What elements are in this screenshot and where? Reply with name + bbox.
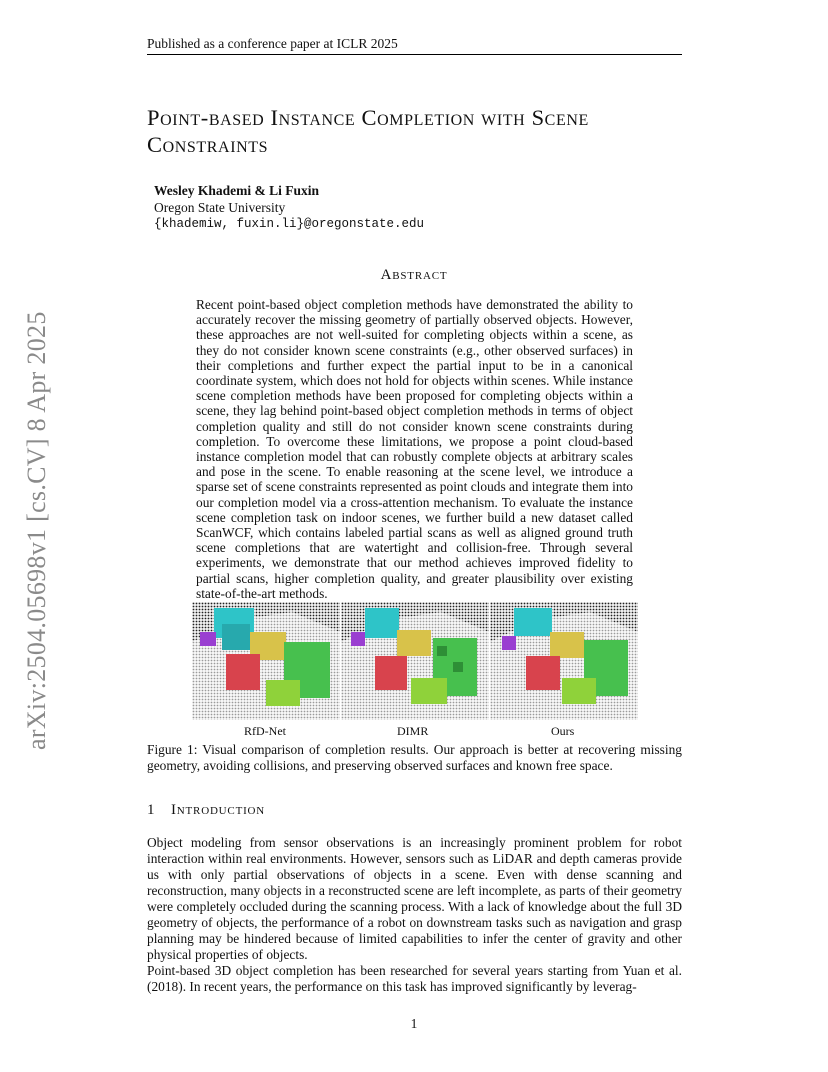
section-heading xyxy=(147,802,265,819)
author-names: Wesley Khademi & Li Fuxin xyxy=(154,183,320,198)
figure-1 xyxy=(192,602,638,720)
arxiv-stamp: arXiv:2504.05698v1 [cs.CV] 8 Apr 2025 xyxy=(22,311,51,750)
figure-label-rfdnet: RfD-Net xyxy=(244,724,286,738)
header-rule xyxy=(147,54,682,55)
section-title: Introduction xyxy=(171,802,266,818)
object-red xyxy=(226,654,260,690)
figure-label-dimr: DIMR xyxy=(397,724,429,738)
section-number: 1 xyxy=(147,802,156,818)
object-purple xyxy=(200,632,216,646)
paper-title: Point-based Instance Completion with Scene Constraints xyxy=(147,105,589,157)
figure-label-ours: Ours xyxy=(551,724,575,738)
author-block xyxy=(154,183,424,233)
abstract-text: Recent point-based object completion methods have demonstrated the ability to accurately recover the missing geometry of partially observed objects. However, these approaches are not well-suited for completing objects within a scene, as they do not consider known scene constraints (e.g., other observed surfaces) in their completions and further expect the partial input to be in a canonical coordinate system, which does not hold for objects within scenes. While instance scene completion methods have been proposed for completing objects within a scene, they lag behind point-based object completion methods in terms of object completion quality and still do not consider known scene constraints during completion. To overcome these limitations, we propose a point cloud-based instance completion model that can robustly complete objects at arbitrary scales and pose in the scene. To enable reasoning at the scene level, we introduce a sparse set of scene constraints represented as point clouds and integrate them into our completion model via a cross-attention mechanism. To evaluate the instance scene completion task on indoor scenes, we further build a new dataset called ScanWCF, which contains labeled partial scans as well as aligned ground truth scene completions that are watertight and collision-free. Through several experiments, we demonstrate that our method achieves improved fidelity to partial scans, higher completion quality, and greater plausibility over existing state-of-the-art methods. xyxy=(196,297,633,601)
author-affiliation: Oregon State University xyxy=(154,199,286,215)
object-lime xyxy=(266,680,300,706)
figure-panel-ours xyxy=(490,602,638,720)
intro-paragraph: Object modeling from sensor observations is an increasingly prominent problem for robot interaction within real environments. However, sensors such as LiDAR and depth cameras provide us with only partial observations of objects in a scene. Even with dense scanning and reconstruction, many objects in a reconstructed scene are left incomplete, as parts of their geometry were completely occluded during the scanning process. With a lack of knowledge about the full 3D geometry of objects, the performance of a robot on downstream tasks such as navigation and grasp planning may be hindered because of limited capabilities to infer the center of gravity and other physical properties of objects. xyxy=(147,835,682,962)
intro-paragraph: Point-based 3D object completion has been researched for several years starting from Yuan et al. (2018). In recent years, the performance on this task has improved significantly by leverag- xyxy=(147,963,682,994)
abstract-heading: Abstract xyxy=(380,267,448,283)
figure-caption: Figure 1: Visual comparison of completion results. Our approach is better at recovering missing geometry, avoiding collisions, and preserving observed surfaces and known free space. xyxy=(147,742,682,773)
running-header: Published as a conference paper at ICLR 2025 xyxy=(147,36,398,51)
page-number: 1 xyxy=(410,1016,418,1031)
author-email: {khademiw, fuxin.li}@oregonstate.edu xyxy=(154,217,425,231)
figure-panel-rfdnet xyxy=(192,602,340,720)
figure-panel-dimr xyxy=(341,602,489,720)
